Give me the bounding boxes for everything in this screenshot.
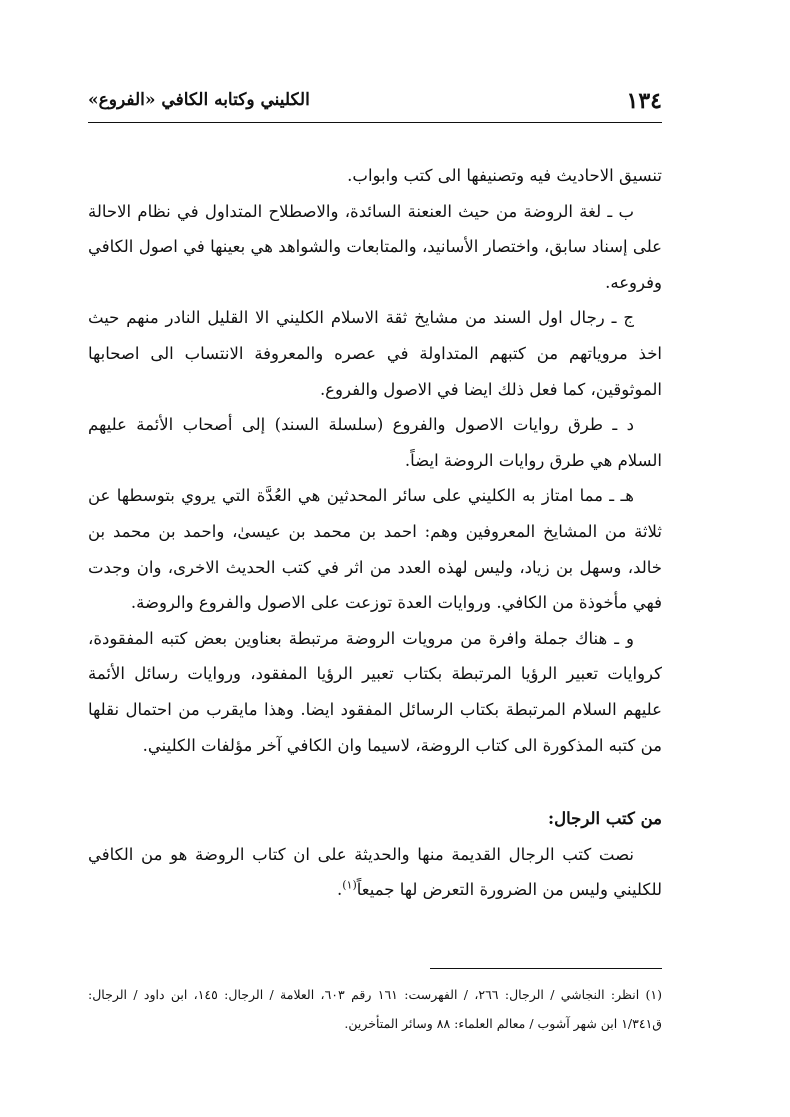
paragraph-6: و ـ هناك جملة وافرة من مرويات الروضة مرتبطة بعناوين بعض كتبه المفقودة، كروايات تعبير الرؤيا المرتبطة بكتاب تعبير الرؤيا المفقود، وروايات رسائل الأئمة عليهم السلام المرتبطة بكتاب الرسائل المفقود ايضا. وهذا مايقرب من احتمال نقلها من كتبه المذكورة الى كتاب الروضة، لاسيما وان الكافي آخر مؤلفات الكليني. — [88, 628, 662, 755]
footnote-ref[interactable]: (١) — [342, 878, 357, 892]
paragraph-4: د ـ طرق روايات الاصول والفروع (سلسلة السند) إلى أصحاب الأئمة عليهم السلام هي طرق روايات الروضة ايضاً. — [88, 415, 662, 470]
page-number: ١٣٤ — [626, 88, 662, 114]
paragraph-7-text: نصت كتب الرجال القديمة منها والحديثة على ان كتاب الروضة هو من الكافي للكليني وليس من الضرورة التعرض لها جميعاً — [88, 844, 662, 900]
running-title: الكليني وكتابه الكافي «الفروع» — [88, 90, 310, 110]
paragraph-2: ب ـ لغة الروضة من حيث العنعنة السائدة، والاصطلاح المتداول في نظام الاحالة على إسناد سابق، واختصار الأسانيد، والمتابعات والشواهد هي بعينها في اصول الكافي وفروعه. — [88, 201, 662, 292]
footnote-rule — [430, 968, 662, 969]
header-rule — [88, 122, 662, 123]
page-header — [88, 86, 662, 120]
paragraph-3: ج ـ رجال اول السند من مشايخ ثقة الاسلام الكليني الا القليل النادر منهم حيث اخذ مروياتهم من كتبهم المتداولة في عصره والمعروفة الانتساب الى اصحابها الموثوقين، كما فعل ذلك ايضا في الاصول والفروع. — [88, 308, 662, 399]
footnote-1: (١) انظر: النجاشي / الرجال: ٢٦٦، / الفهرست: ١٦١ رقم ٦٠٣، العلامة / الرجال: ١٤٥، ابن داود / الرجال: ق١/٣٤١ ابن شهر آشوب / معالم العلماء: ٨٨ وسائر المتأخرين. — [88, 987, 663, 1031]
paragraph-7-end: . — [337, 880, 343, 900]
footnotes — [88, 980, 662, 1038]
paragraph-1: تنسيق الاحاديث فيه وتصنيفها الى كتب وابواب. — [347, 166, 662, 185]
section-heading: من كتب الرجال: — [548, 809, 662, 829]
paragraph-5: هـ ـ مما امتاز به الكليني على سائر المحدثين هي العُدَّة التي يروي بتوسطها عن ثلاثة من المشايخ المعروفين وهم: احمد بن محمد بن عيسىٰ، واحمد بن محمد بن خالد، وسهل بن زياد، وليس لهذه العدد من اثر في كتب الحديث الاخرى، وان وجدت فهي مأخوذة من الكافي. وروايات العدة توزعت على الاصول والفروع والروضة. — [88, 486, 662, 613]
paragraph-7 — [88, 837, 662, 908]
body-text — [88, 158, 662, 908]
